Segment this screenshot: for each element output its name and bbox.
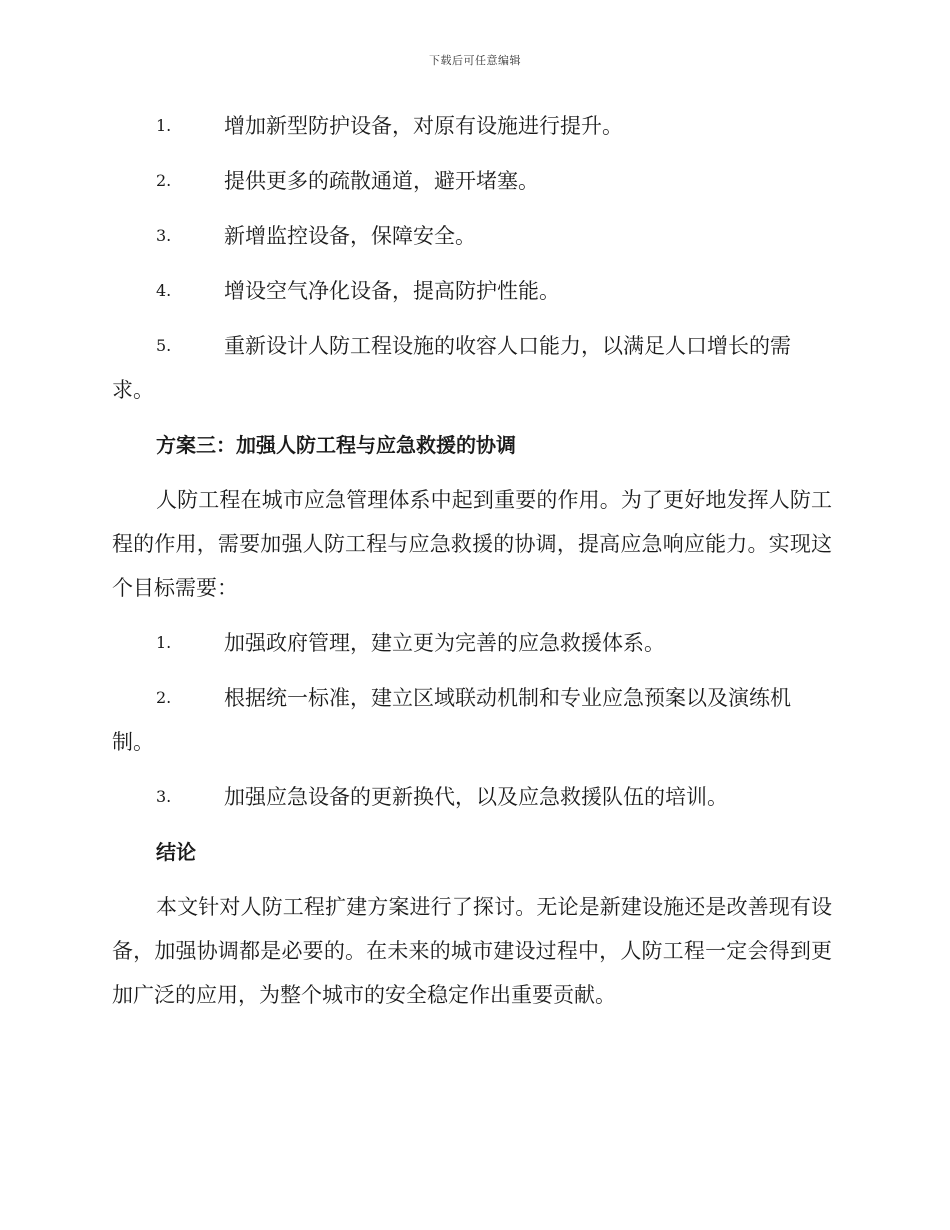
- list-item: [112, 269, 832, 313]
- list-item: [112, 621, 832, 665]
- page-header: 下载后可任意编辑: [429, 54, 521, 67]
- list-item: [112, 676, 832, 764]
- list-number: 5.: [156, 336, 172, 355]
- list-number: 2.: [156, 171, 172, 190]
- list-number: 2.: [156, 688, 172, 707]
- section-heading: 方案三：加强人防工程与应急救援的协调: [156, 433, 516, 457]
- list-item: [112, 775, 832, 819]
- list-item: [112, 159, 832, 203]
- document-body: [112, 104, 832, 1028]
- list-number: 1.: [156, 116, 172, 135]
- list-item: [112, 104, 832, 148]
- list-number: 4.: [156, 281, 172, 300]
- list-item: [112, 324, 832, 412]
- conclusion-paragraph: 本文针对人防工程扩建方案进行了探讨。无论是新建设施还是改善现有设备，加强协调都是必要的。在未来的城市建设过程中，人防工程一定会得到更加广泛的应用，为整个城市的安全稳定作出重要贡献。: [112, 895, 832, 1007]
- list-number: 1.: [156, 633, 172, 652]
- list-text: 加强应急设备的更新换代，以及应急救援队伍的培训。: [224, 785, 728, 809]
- section-paragraph: 人防工程在城市应急管理体系中起到重要的作用。为了更好地发挥人防工程的作用，需要加强人防工程与应急救援的协调，提高应急响应能力。实现这个目标需要：: [112, 488, 832, 600]
- list-text: 提供更多的疏散通道，避开堵塞。: [224, 169, 539, 193]
- list-text: 新增监控设备，保障安全。: [224, 224, 476, 248]
- list-text: 加强政府管理，建立更为完善的应急救援体系。: [224, 631, 665, 655]
- list-text: 增加新型防护设备，对原有设施进行提升。: [224, 114, 623, 138]
- list-text: 增设空气净化设备，提高防护性能。: [224, 279, 560, 303]
- list-number: 3.: [156, 787, 172, 806]
- list-text: 重新设计人防工程设施的收容人口能力，以满足人口增长的需求。: [112, 334, 791, 402]
- list-text: 根据统一标准，建立区域联动机制和专业应急预案以及演练机制。: [112, 686, 791, 754]
- conclusion-heading: 结论: [156, 840, 196, 864]
- list-number: 3.: [156, 226, 172, 245]
- list-item: [112, 214, 832, 258]
